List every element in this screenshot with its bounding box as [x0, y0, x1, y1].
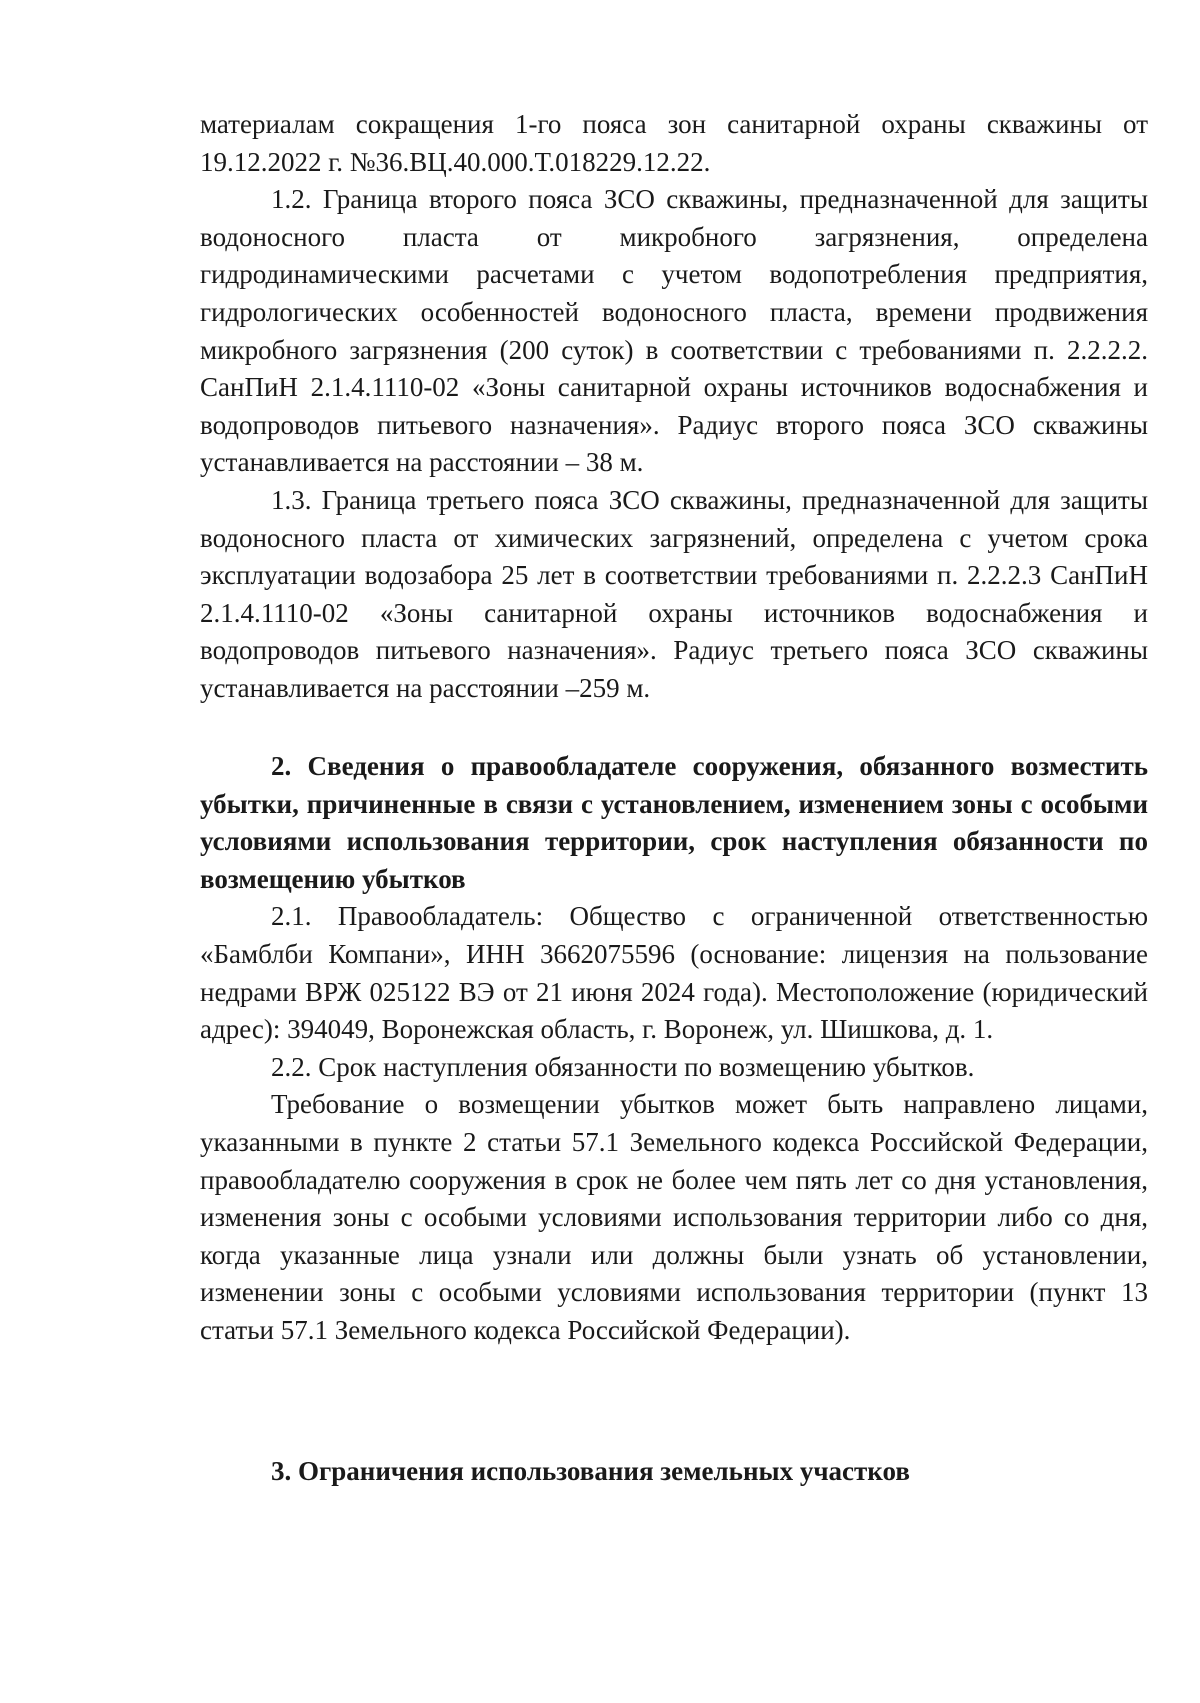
section-2-heading: 2. Сведения о правообладателе сооружения, обязанного возместить убытки, причиненные в связи с установлением, изменением зоны с особыми условиями использования территории, срок наступления обязанности по возмещению убытков: [200, 751, 1148, 894]
section-3: [200, 1453, 1148, 1491]
paragraph-2-2-body: Требование о возмещении убытков может быть направлено лицами, указанными в пункте 2 статьи 57.1 Земельного кодекса Российской Федерации, правообладателю сооружения в срок не более чем пять лет со дня установления, изменения зоны с особыми условиями использования территории либо со дня, когда указанные лица узнали или должны были узнать об установлении, изменении зоны с особыми условиями использования территории (пункт 13 статьи 57.1 Земельного кодекса Российской Федерации).: [200, 1089, 1148, 1345]
section-2: [200, 748, 1148, 1350]
paragraph-1-1-continuation: материалам сокращения 1-го пояса зон санитарной охраны скважины от 19.12.2022 г. №36.ВЦ.40.000.Т.018229.12.22.: [200, 109, 1148, 177]
section-1-continuation: [200, 106, 1148, 708]
paragraph-1-2: 1.2. Граница второго пояса ЗСО скважины, предназначенной для защиты водоносного пласта от микробного загрязнения, определена гидродинамическими расчетами с учетом водопотребления предприятия, гидрологических особенностей водоносного пласта, времени продвижения микробного загрязнения (200 суток) в соответствии с требованиями п. 2.2.2.2. СанПиН 2.1.4.1110-02 «Зоны санитарной охраны источников водоснабжения и водопроводов питьевого назначения». Радиус второго пояса ЗСО скважины устанавливается на расстоянии – 38 м.: [200, 184, 1148, 478]
paragraph-2-1: 2.1. Правообладатель: Общество с ограниченной ответственностью «Бамблби Компани», ИНН 3662075596 (основание: лицензия на пользование недрами ВРЖ 025122 ВЭ от 21 июня 2024 года). Местоположение (юридический адрес): 394049, Воронежская область, г. Воронеж, ул. Шишкова, д. 1.: [200, 901, 1148, 1045]
paragraph-2-2: 2.2. Срок наступления обязанности по возмещению убытков.: [271, 1051, 975, 1082]
paragraph-1-3: 1.3. Граница третьего пояса ЗСО скважины, предназначенной для защиты водоносного пласта от химических загрязнений, определена с учетом срока эксплуатации водозабора 25 лет в соответствии требованиями п. 2.2.2.3 СанПиН 2.1.4.1110-02 «Зоны санитарной охраны источников водоснабжения и водопроводов питьевого назначения». Радиус третьего пояса ЗСО скважины устанавливается на расстоянии –259 м.: [200, 484, 1148, 703]
section-3-heading: 3. Ограничения использования земельных участков: [271, 1456, 910, 1486]
